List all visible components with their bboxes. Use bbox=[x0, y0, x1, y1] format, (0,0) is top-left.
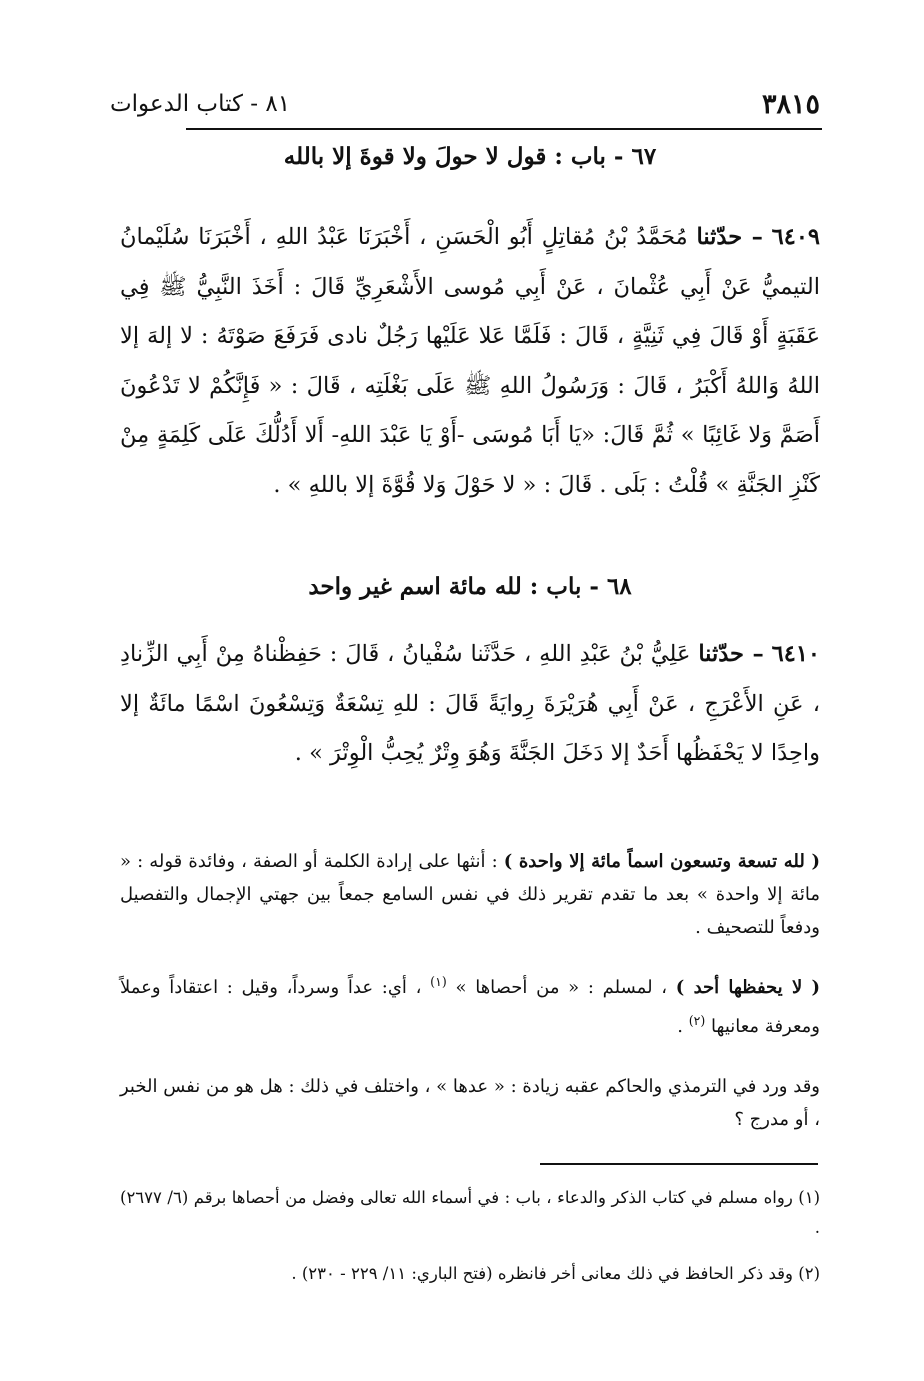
commentary-lemma: ( لله تسعة وتسعون اسماً مائة إلا واحدة ) bbox=[503, 851, 820, 872]
footnote-1: (١) رواه مسلم في كتاب الذكر والدعاء ، باب : في أسماء الله تعالى وفضل من أحصاها برقم (٦/ ٢٦٧٧) . bbox=[120, 1188, 821, 1237]
hadith-number: ٦٤٠٩ bbox=[771, 224, 820, 250]
chapter-heading-67: ٦٧ - باب : قول لا حولَ ولا قوةَ إلا بالله bbox=[283, 143, 657, 170]
hadith-opening: حدّثنا bbox=[698, 641, 744, 667]
hadith-number: ٦٤١٠ bbox=[771, 641, 821, 667]
hadith-6410: ٦٤١٠ – حدّثنا عَلِيُّ بْنُ عَبْدِ اللهِ ، حَدَّثَنا سُفْيانُ ، قَالَ : حَفِظْناهُ مِنْ أَبِي الزِّنادِ ، عَنِ الأَعْرَجِ ، عَنْ أَبِي هُرَيْرَةَ رِوايَةً قَالَ : للهِ تِسْعَةٌ وَتِسْعُونَ اسْمًا مائَةٌ إلا واحِدًا لا يَحْفَظُها أَحَدٌ إلا دَخَلَ الجَنَّةَ وَهُوَ وِتْرٌ يُحِبُّ الْوِتْرَ » . bbox=[120, 641, 821, 766]
hadith-6409: ٦٤٠٩ – حدّثنا مُحَمَّدُ بْنُ مُقاتِلٍ أَبُو الْحَسَنِ ، أَخْبَرَنَا عَبْدُ اللهِ ، أَخْبَرَنَا سُلَيْمانُ التيميُّ عَنْ أَبِي عُثْمانَ ، عَنْ أَبِي مُوسى الأَشْعَرِيِّ قَالَ : أَخَذَ النَّبِيُّ ﷺ فِي عَقَبَةٍ أَوْ قَالَ فِي ثَنِيَّةٍ ، قَالَ : فَلَمَّا عَلا عَلَيْها رَجُلٌ نادى فَرَفَعَ صَوْتَهُ : لا إلهَ إلا اللهُ وَاللهُ أَكْبَرُ ، قَالَ : وَرَسُولُ اللهِ ﷺ عَلَى بَغْلَتِه ، قَالَ : « فَإِنَّكُمْ لا تَدْعُونَ أَصَمَّ وَلا غَائِبًا » ثُمَّ قَالَ: «يَا أَبَا مُوسَى -أَوْ يَا عَبْدَ اللهِ- أَلا أَدُلُّكَ عَلَى كَلِمَةٍ مِنْ كَنْزِ الجَنَّةِ » قُلْتُ : بَلَى . قَالَ : « لا حَوْلَ وَلا قُوَّةَ إلا باللهِ » . bbox=[120, 224, 820, 498]
footnote-2: (٢) وقد ذكر الحافظ في ذلك معانى أخر فانظره (فتح الباري: ١١/ ٢٢٩ - ٢٣٠) . bbox=[291, 1264, 820, 1283]
commentary-paragraph bbox=[120, 1070, 820, 1136]
page-number: ٣٨١٥ bbox=[761, 88, 820, 120]
commentary-paragraph bbox=[120, 845, 820, 944]
running-title: ٨١ - كتاب الدعوات bbox=[110, 91, 291, 117]
page-header bbox=[110, 74, 820, 134]
hadith-opening: حدّثنا bbox=[696, 224, 743, 250]
commentary-text: : أنثها على إرادة الكلمة أو الصفة ، وفائدة قوله : « مائة إلا واحدة » بعد ما تقدم تقرير ذلك في نفس السامع جمعاً بين جهتي الإجمال والتفصيل ودفعاً للتصحيف . bbox=[120, 851, 820, 938]
hadith-text: مُحَمَّدُ بْنُ مُقاتِلٍ أَبُو الْحَسَنِ ، أَخْبَرَنَا عَبْدُ اللهِ ، أَخْبَرَنَا سُلَيْمانُ التيميُّ عَنْ أَبِي عُثْمانَ ، عَنْ أَبِي مُوسى الأَشْعَرِيِّ قَالَ : أَخَذَ النَّبِيُّ ﷺ فِي عَقَبَةٍ أَوْ قَالَ فِي ثَنِيَّةٍ ، قَالَ : فَلَمَّا عَلا عَلَيْها رَجُلٌ نادى فَرَفَعَ صَوْتَهُ : لا إلهَ إلا اللهُ وَاللهُ أَكْبَرُ ، قَالَ : وَرَسُولُ اللهِ ﷺ عَلَى بَغْلَتِه ، قَالَ : « فَإِنَّكُمْ لا تَدْعُونَ أَصَمَّ وَلا غَائِبًا » ثُمَّ قَالَ: «يَا أَبَا مُوسَى -أَوْ يَا عَبْدَ اللهِ- أَلا أَدُلُّكَ عَلَى كَلِمَةٍ مِنْ كَنْزِ الجَنَّةِ » قُلْتُ : بَلَى . قَالَ : « لا حَوْلَ وَلا قُوَّةَ إلا باللهِ » . bbox=[120, 224, 820, 498]
footnote-rule bbox=[540, 1163, 818, 1165]
footnote-ref[interactable]: (١) bbox=[430, 974, 447, 989]
header-rule bbox=[186, 128, 822, 130]
commentary-paragraph bbox=[120, 965, 820, 1043]
commentary-lemma: ( لا يحفظها أحد ) bbox=[675, 977, 820, 998]
footnote-ref[interactable]: (٢) bbox=[688, 1013, 706, 1028]
commentary-text: . bbox=[677, 1016, 689, 1037]
commentary-text: ، لمسلم : « من أحصاها » bbox=[455, 977, 676, 998]
chapter-heading-68: ٦٨ - باب : لله مائة اسم غير واحد bbox=[308, 573, 632, 600]
hadith-text: عَلِيُّ بْنُ عَبْدِ اللهِ ، حَدَّثَنا سُفْيانُ ، قَالَ : حَفِظْناهُ مِنْ أَبِي الزِّنادِ ، عَنِ الأَعْرَجِ ، عَنْ أَبِي هُرَيْرَةَ رِوايَةً قَالَ : للهِ تِسْعَةٌ وَتِسْعُونَ اسْمًا مائَةٌ إلا واحِدًا لا يَحْفَظُها أَحَدٌ إلا دَخَلَ الجَنَّةَ وَهُوَ وِتْرٌ يُحِبُّ الْوِتْرَ » . bbox=[120, 641, 820, 766]
commentary-text: ، أي: عداً وسرداً، وقيل : اعتقاداً وعملاً ومعرفة معانيها bbox=[120, 977, 820, 1037]
commentary-text: وقد ورد في الترمذي والحاكم عقبه زيادة : « عدها » ، واختلف في ذلك : هل هو من نفس الخبر ، أو مدرج ؟ bbox=[120, 1076, 820, 1130]
